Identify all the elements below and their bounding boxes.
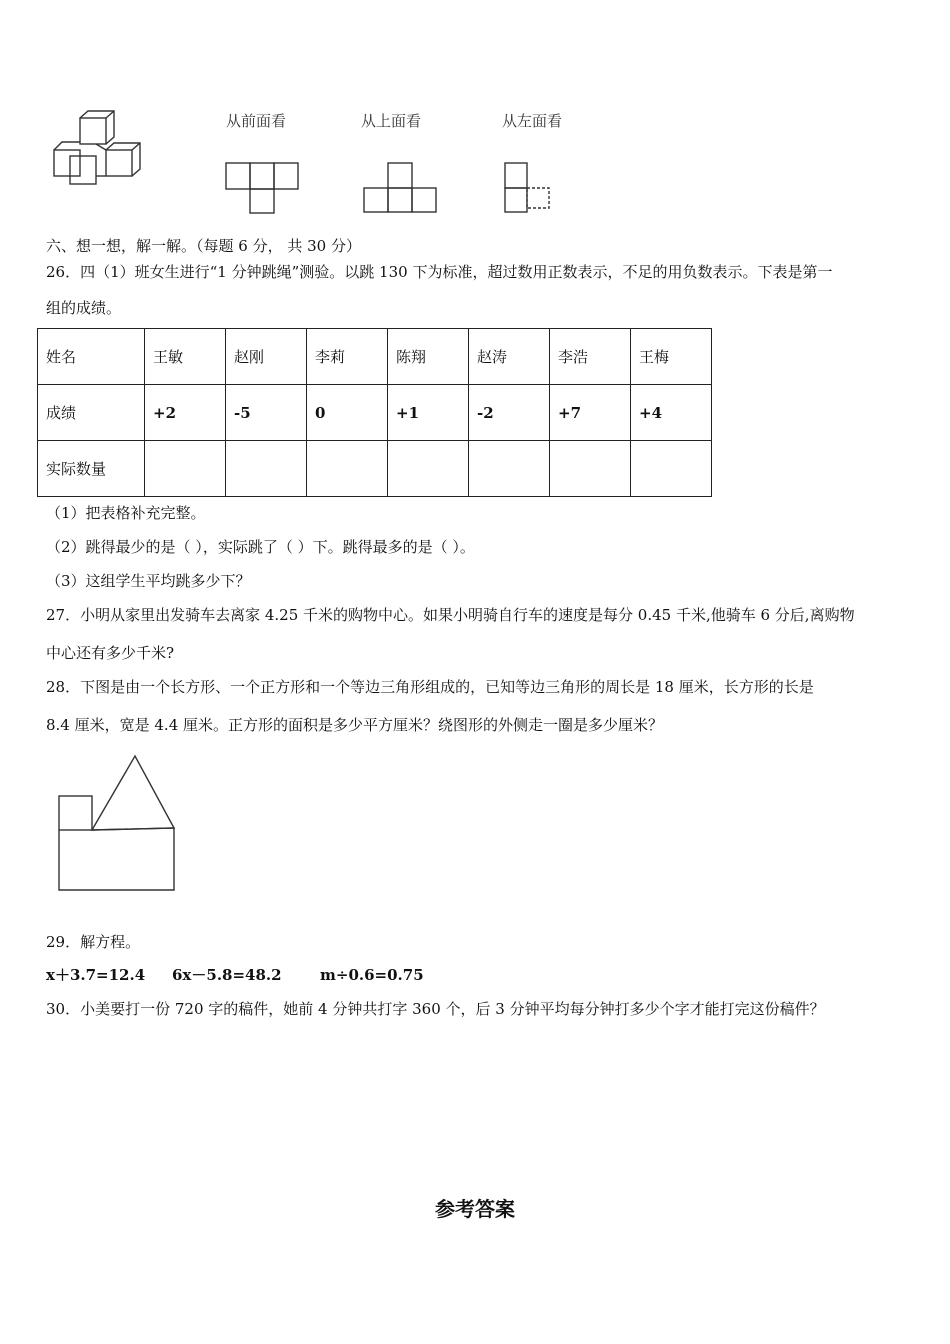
- actual-cell[interactable]: [469, 441, 550, 497]
- composite-shape-figure: [54, 752, 180, 894]
- q29-title: 29．解方程。: [46, 933, 141, 951]
- actual-cell[interactable]: [388, 441, 469, 497]
- q30-text-line1: 30．小美要打一份 720 字的稿件，她前 4 分钟共打字 360 个，后 3 分钟平均每分钟打多少个字才能打完这份稿件？: [46, 1000, 825, 1018]
- name-cell: 王敏: [145, 329, 226, 385]
- left-view-label: 从左面看: [502, 112, 563, 130]
- name-cell: 王梅: [631, 329, 712, 385]
- name-cell: 李莉: [307, 329, 388, 385]
- table-row-actual: [38, 441, 712, 497]
- table-row-names: [38, 329, 712, 385]
- score-cell: +7: [550, 385, 631, 441]
- actual-cell[interactable]: [226, 441, 307, 497]
- row-header-name: 姓名: [38, 329, 145, 385]
- q26-sub1: （1）把表格补充完整。: [46, 504, 206, 522]
- row-header-score: 成绩: [38, 385, 145, 441]
- name-cell: 赵涛: [469, 329, 550, 385]
- score-cell: -5: [226, 385, 307, 441]
- front-view-label: 从前面看: [226, 112, 287, 130]
- actual-cell[interactable]: [145, 441, 226, 497]
- top-view-drawing: [360, 160, 440, 216]
- q29-equation-2: 6x－5.8=48.2: [172, 966, 282, 984]
- table-row-scores: [38, 385, 712, 441]
- score-cell: -2: [469, 385, 550, 441]
- cube-stack-figure: [48, 108, 148, 188]
- q29-equation-3: m÷0.6=0.75: [320, 966, 424, 984]
- name-cell: 赵刚: [226, 329, 307, 385]
- score-cell: 0: [307, 385, 388, 441]
- score-cell: +1: [388, 385, 469, 441]
- answer-section-title: 参考答案: [435, 1197, 515, 1221]
- score-cell: +2: [145, 385, 226, 441]
- q26-text-line1: 26．四（1）班女生进行“1 分钟跳绳”测验。以跳 130 下为标准，超过数用正数表示，不足的用负数表示。下表是第一: [46, 263, 833, 281]
- name-cell: 李浩: [550, 329, 631, 385]
- q27-text-line2: 中心还有多少千米?: [46, 644, 175, 662]
- q26-sub2: （2）跳得最少的是（ ），实际跳了（ ）下。跳得最多的是（ ）。: [46, 538, 475, 556]
- q26-text-line2: 组的成绩。: [46, 299, 122, 317]
- q28-text-line2: 8.4 厘米，宽是 4.4 厘米。正方形的面积是多少平方厘米？绕图形的外侧走一圈是多少厘米？: [46, 716, 664, 734]
- q27-text-line1: 27．小明从家里出发骑车去离家 4.25 千米的购物中心。如果小明骑自行车的速度是每分 0.45 千米,他骑车 6 分后,离购物: [46, 606, 855, 624]
- actual-cell[interactable]: [307, 441, 388, 497]
- score-table: [37, 328, 712, 497]
- actual-cell[interactable]: [550, 441, 631, 497]
- row-header-actual: 实际数量: [38, 441, 145, 497]
- score-cell: +4: [631, 385, 712, 441]
- name-cell: 陈翔: [388, 329, 469, 385]
- q29-equation-1: x＋3.7=12.4: [46, 966, 146, 984]
- actual-cell[interactable]: [631, 441, 712, 497]
- q26-sub3: （3）这组学生平均跳多少下？: [46, 572, 251, 590]
- section-six-heading: 六、想一想，解一解。（每题 6 分， 共 30 分）: [46, 237, 361, 255]
- top-view-label: 从上面看: [361, 112, 422, 130]
- left-view-drawing: [500, 160, 556, 216]
- front-view-drawing: [222, 160, 302, 216]
- q28-text-line1: 28．下图是由一个长方形、一个正方形和一个等边三角形组成的，已知等边三角形的周长是 18 厘米，长方形的长是: [46, 678, 814, 696]
